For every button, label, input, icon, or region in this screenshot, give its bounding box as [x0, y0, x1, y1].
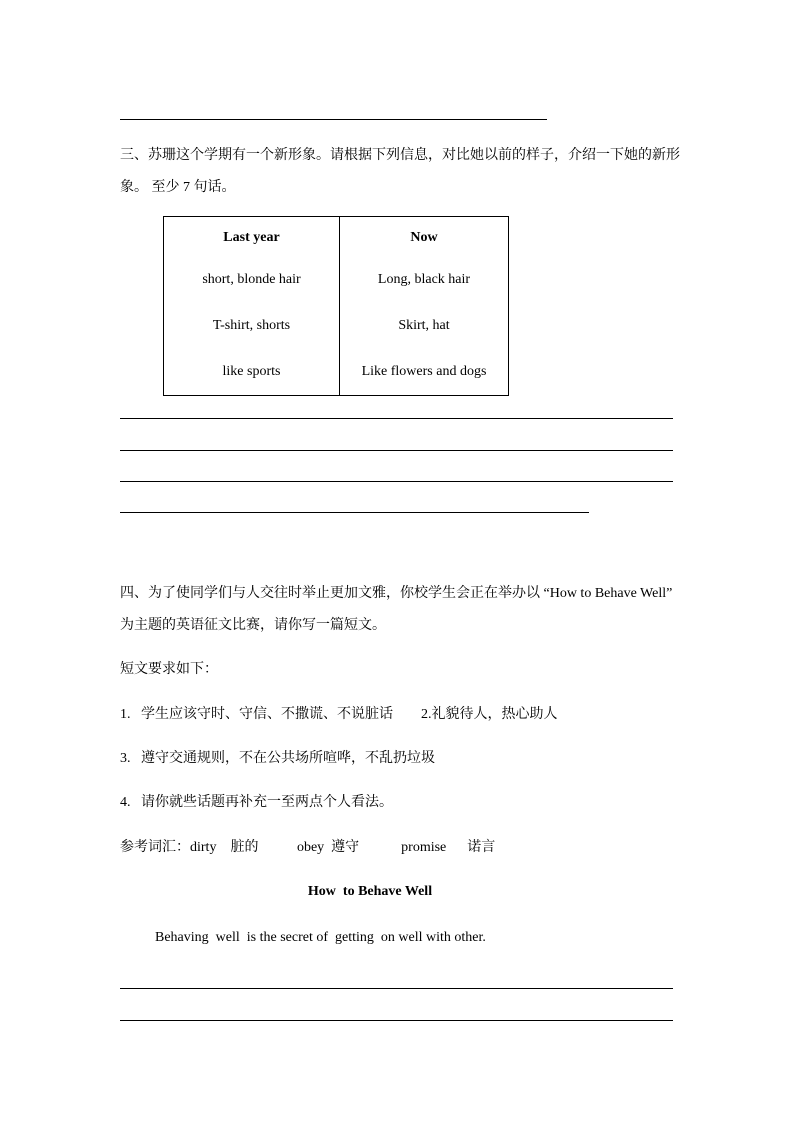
table-row: [164, 349, 509, 396]
essay-opening-sentence: Behaving well is the secret of getting on well with other.: [155, 930, 486, 945]
answer-line: [120, 1020, 673, 1021]
table-header-row: [164, 217, 509, 257]
section4-prompt-line1: 四、为了使同学们与人交往时举止更加文雅，你校学生会正在举办以 “How to Behave Well”: [120, 586, 673, 601]
answer-line: [120, 481, 673, 482]
section4-prompt-line2: 为主题的英语征文比赛，请你写一篇短文。: [120, 618, 386, 633]
table-cell: like sports: [164, 349, 340, 396]
answer-line: [120, 418, 673, 419]
table-cell: short, blonde hair: [164, 257, 340, 303]
answer-line: [120, 119, 547, 120]
table-cell: Long, black hair: [340, 257, 509, 303]
table-cell: T-shirt, shorts: [164, 303, 340, 349]
requirement-4: 4. 请你就些话题再补充一至两点个人看法。: [120, 795, 393, 810]
column-header-now: Now: [340, 217, 509, 257]
answer-line: [120, 450, 673, 451]
table-cell: Skirt, hat: [340, 303, 509, 349]
table-row: [164, 257, 509, 303]
requirement-3: 3. 遵守交通规则，不在公共场所喧哗，不乱扔垃圾: [120, 751, 435, 766]
essay-title: How to Behave Well: [307, 884, 433, 899]
table-cell: Like flowers and dogs: [340, 349, 509, 396]
comparison-table: [163, 216, 509, 396]
section3-prompt-line1: 三、苏珊这个学期有一个新形象。请根据下列信息，对比她以前的样子，介绍一下她的新形: [120, 148, 680, 163]
table-row: [164, 303, 509, 349]
vocabulary-reference: 参考词汇：dirty 脏的 obey 遵守 promise 诺言: [120, 840, 496, 855]
answer-line: [120, 988, 673, 989]
column-header-last-year: Last year: [164, 217, 340, 257]
requirement-1: 1. 学生应该守时、守信、不撒谎、不说脏话 2.礼貌待人，热心助人: [120, 707, 558, 722]
requirements-heading: 短文要求如下：: [120, 662, 218, 677]
section3-prompt-line2: 象。 至少 7 句话。: [120, 180, 236, 195]
answer-line: [120, 512, 589, 513]
